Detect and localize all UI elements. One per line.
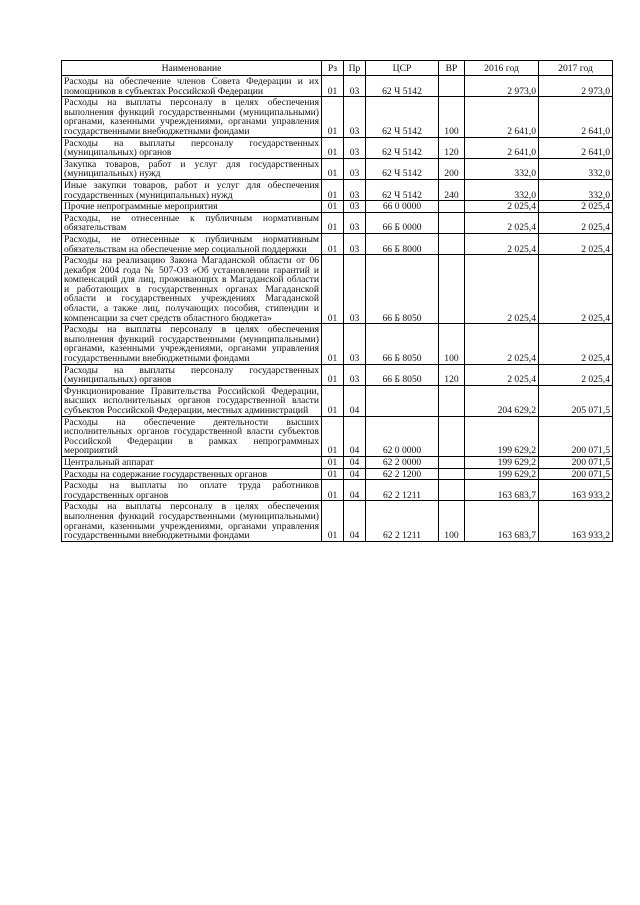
table-body — [62, 76, 613, 542]
cell-rz: 01 — [322, 233, 344, 254]
cell-2016: 2 025,4 — [465, 212, 539, 233]
cell-csr: 62 0 0000 — [366, 416, 439, 456]
cell-rz: 01 — [322, 324, 344, 364]
cell-2016: 2 025,4 — [465, 364, 539, 385]
cell-pr: 03 — [344, 233, 366, 254]
cell-2017: 332,0 — [539, 179, 613, 200]
header-csr: ЦСР — [366, 61, 439, 76]
cell-name: Расходы на выплаты по оплате труда работников государственных органов — [62, 480, 322, 501]
cell-csr: 66 Б 8000 — [366, 233, 439, 254]
table-row — [62, 480, 613, 501]
cell-vr: 240 — [439, 179, 465, 200]
cell-2017: 2 973,0 — [539, 76, 613, 97]
cell-vr — [439, 468, 465, 480]
cell-rz: 01 — [322, 97, 344, 137]
header-vr: ВР — [439, 61, 465, 76]
cell-csr: 66 Б 8050 — [366, 255, 439, 324]
cell-rz: 01 — [322, 468, 344, 480]
table-row — [62, 324, 613, 364]
cell-pr: 03 — [344, 324, 366, 364]
cell-csr: 66 0 0000 — [366, 201, 439, 213]
table-row — [62, 137, 613, 158]
cell-name: Расходы на выплаты персоналу государственных (муниципальных) органов — [62, 364, 322, 385]
cell-vr — [439, 255, 465, 324]
cell-name: Центральный аппарат — [62, 456, 322, 468]
cell-pr: 03 — [344, 76, 366, 97]
cell-2017: 2 025,4 — [539, 212, 613, 233]
cell-pr: 04 — [344, 456, 366, 468]
cell-name: Расходы на реализацию Закона Магаданской области от 06 декабря 2004 года № 507-ОЗ «Об установлении гарантий и компенсаций для лиц, проживающих в Магаданской области и работающих в государственных органах Магаданской области и государственных учреждениях Магаданской области, а также лиц, получающих пособия, стипендии и компенсации за счет средств областного бюджета» — [62, 255, 322, 324]
cell-name: Функционирование Правительства Российской Федерации, высших исполнительных органов государственной власти субъектов Российской Федерации, местных администраций — [62, 385, 322, 416]
cell-2016: 2 973,0 — [465, 76, 539, 97]
cell-rz: 01 — [322, 364, 344, 385]
cell-2017: 2 025,4 — [539, 201, 613, 213]
table-row — [62, 456, 613, 468]
cell-2017: 2 025,4 — [539, 255, 613, 324]
table-row — [62, 255, 613, 324]
cell-rz: 01 — [322, 212, 344, 233]
cell-2016: 2 641,0 — [465, 97, 539, 137]
cell-2016: 332,0 — [465, 158, 539, 179]
cell-name: Прочие непрограммные мероприятия — [62, 201, 322, 213]
cell-csr: 62 Ч 5142 — [366, 97, 439, 137]
cell-2017: 163 933,2 — [539, 501, 613, 541]
cell-2017: 200 071,5 — [539, 456, 613, 468]
cell-2016: 163 683,7 — [465, 501, 539, 541]
cell-rz: 01 — [322, 76, 344, 97]
cell-rz: 01 — [322, 201, 344, 213]
cell-rz: 01 — [322, 385, 344, 416]
header-row — [62, 61, 613, 76]
cell-vr — [439, 416, 465, 456]
cell-2016: 204 629,2 — [465, 385, 539, 416]
cell-pr: 04 — [344, 501, 366, 541]
header-2016: 2016 год — [465, 61, 539, 76]
table-row — [62, 158, 613, 179]
cell-rz: 01 — [322, 416, 344, 456]
cell-csr: 62 Ч 5142 — [366, 158, 439, 179]
cell-name: Расходы на выплаты персоналу в целях обеспечения выполнения функций государственными (муниципальными) органами, казенными учреждениями, органами управления государственными внебюджетными фондами — [62, 97, 322, 137]
cell-name: Расходы, не отнесенные к публичным нормативным обязательствам — [62, 212, 322, 233]
cell-pr: 04 — [344, 416, 366, 456]
cell-vr — [439, 233, 465, 254]
cell-2016: 199 629,2 — [465, 416, 539, 456]
cell-vr — [439, 76, 465, 97]
cell-vr: 100 — [439, 97, 465, 137]
cell-2017: 2 641,0 — [539, 97, 613, 137]
cell-2017: 200 071,5 — [539, 468, 613, 480]
cell-name: Расходы на выплаты персоналу в целях обеспечения выполнения функций государственными (муниципальными) органами, казенными учреждениями, органами управления государственными внебюджетными фондами — [62, 324, 322, 364]
cell-pr: 03 — [344, 364, 366, 385]
table-row — [62, 76, 613, 97]
table-row — [62, 201, 613, 213]
cell-rz: 01 — [322, 456, 344, 468]
cell-2017: 332,0 — [539, 158, 613, 179]
cell-2017: 205 071,5 — [539, 385, 613, 416]
cell-pr: 04 — [344, 480, 366, 501]
table-row — [62, 233, 613, 254]
cell-csr — [366, 385, 439, 416]
table-row — [62, 468, 613, 480]
cell-pr: 03 — [344, 255, 366, 324]
cell-pr: 03 — [344, 137, 366, 158]
cell-pr: 03 — [344, 212, 366, 233]
header-2017: 2017 год — [539, 61, 613, 76]
cell-name: Иные закупки товаров, работ и услуг для обеспечения государственных (муниципальных) нужд — [62, 179, 322, 200]
cell-vr — [439, 456, 465, 468]
cell-rz: 01 — [322, 179, 344, 200]
cell-vr — [439, 480, 465, 501]
cell-2016: 2 025,4 — [465, 233, 539, 254]
cell-csr: 66 Б 8050 — [366, 364, 439, 385]
cell-pr: 04 — [344, 468, 366, 480]
cell-csr: 62 2 1211 — [366, 480, 439, 501]
cell-rz: 01 — [322, 255, 344, 324]
cell-csr: 62 Ч 5142 — [366, 179, 439, 200]
cell-name: Расходы на содержание государственных органов — [62, 468, 322, 480]
header-rz: Рз — [322, 61, 344, 76]
cell-name: Расходы, не отнесенные к публичным нормативным обязательствам на обеспечение мер социальной поддержки — [62, 233, 322, 254]
header-pr: Пр — [344, 61, 366, 76]
header-name: Наименование — [62, 61, 322, 76]
cell-2016: 332,0 — [465, 179, 539, 200]
cell-2017: 2 025,4 — [539, 364, 613, 385]
cell-csr: 62 2 1200 — [366, 468, 439, 480]
cell-csr: 62 2 1211 — [366, 501, 439, 541]
cell-csr: 66 Б 8050 — [366, 324, 439, 364]
cell-2017: 200 071,5 — [539, 416, 613, 456]
cell-csr: 66 Б 0000 — [366, 212, 439, 233]
table-row — [62, 501, 613, 541]
cell-2017: 2 025,4 — [539, 324, 613, 364]
table-row — [62, 385, 613, 416]
cell-name: Расходы на выплаты персоналу в целях обеспечения выполнения функций государственными (муниципальными) органами, казенными учреждениями, органами управления государственными внебюджетными фондами — [62, 501, 322, 541]
cell-2016: 2 025,4 — [465, 324, 539, 364]
cell-2016: 2 025,4 — [465, 255, 539, 324]
cell-vr — [439, 212, 465, 233]
cell-2016: 2 025,4 — [465, 201, 539, 213]
cell-vr: 200 — [439, 158, 465, 179]
cell-2016: 2 641,0 — [465, 137, 539, 158]
table-row — [62, 179, 613, 200]
cell-vr: 120 — [439, 137, 465, 158]
table-row — [62, 212, 613, 233]
cell-name: Закупка товаров, работ и услуг для государственных (муниципальных) нужд — [62, 158, 322, 179]
table-row — [62, 364, 613, 385]
cell-2016: 163 683,7 — [465, 480, 539, 501]
cell-vr: 100 — [439, 324, 465, 364]
cell-rz: 01 — [322, 501, 344, 541]
cell-rz: 01 — [322, 137, 344, 158]
cell-rz: 01 — [322, 480, 344, 501]
cell-pr: 03 — [344, 201, 366, 213]
cell-pr: 03 — [344, 97, 366, 137]
cell-csr: 62 2 0000 — [366, 456, 439, 468]
cell-csr: 62 Ч 5142 — [366, 76, 439, 97]
table-row — [62, 416, 613, 456]
cell-2017: 2 641,0 — [539, 137, 613, 158]
cell-vr — [439, 385, 465, 416]
budget-table — [61, 60, 613, 542]
cell-pr: 04 — [344, 385, 366, 416]
cell-name: Расходы на обеспечение деятельности высших исполнительных органов государственной власти субъектов Российской Федерации в рамках непрограммных мероприятий — [62, 416, 322, 456]
cell-vr: 100 — [439, 501, 465, 541]
cell-rz: 01 — [322, 158, 344, 179]
cell-2017: 163 933,2 — [539, 480, 613, 501]
table-row — [62, 97, 613, 137]
cell-name: Расходы на обеспечение членов Совета Федерации и их помощников в субъектах Российской Федерации — [62, 76, 322, 97]
cell-2016: 199 629,2 — [465, 468, 539, 480]
cell-vr: 120 — [439, 364, 465, 385]
cell-vr — [439, 201, 465, 213]
cell-2016: 199 629,2 — [465, 456, 539, 468]
cell-csr: 62 Ч 5142 — [366, 137, 439, 158]
cell-pr: 03 — [344, 158, 366, 179]
cell-2017: 2 025,4 — [539, 233, 613, 254]
cell-pr: 03 — [344, 179, 366, 200]
cell-name: Расходы на выплаты персоналу государственных (муниципальных) органов — [62, 137, 322, 158]
